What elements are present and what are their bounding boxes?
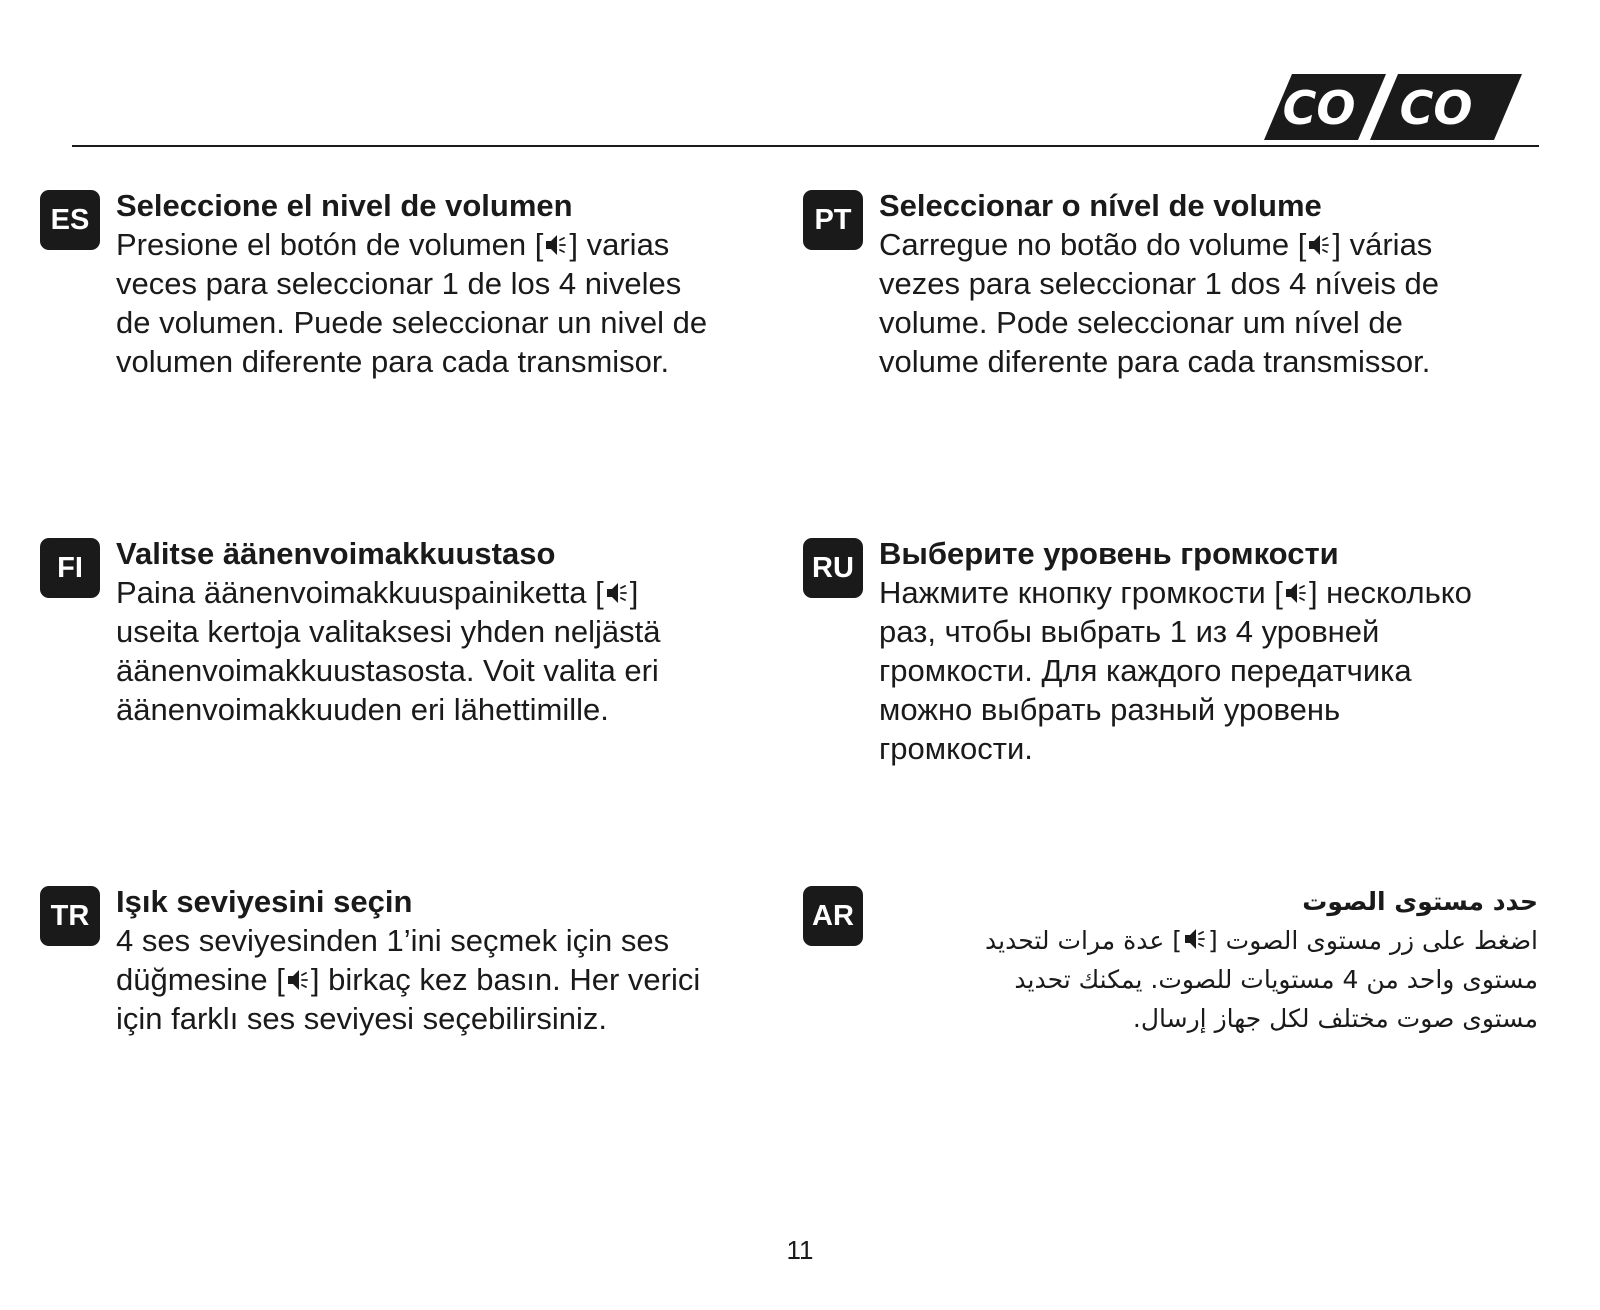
body-text: de volumen. Puede seleccionar un nivel de: [116, 305, 708, 340]
body-text: ] несколько: [1308, 575, 1472, 610]
section-body-es: [116, 225, 707, 381]
speaker-volume-icon: [544, 232, 568, 258]
body-text: äänenvoimakkuustasosta. Voit valita eri: [116, 653, 659, 688]
language-badge-pt: PT: [803, 190, 863, 250]
speaker-volume-icon: [1183, 926, 1207, 952]
language-badge-ar: AR: [803, 886, 863, 946]
section-body-fi: [116, 573, 661, 729]
body-line: [116, 612, 661, 651]
body-text: Нажмите кнопку громкости [: [879, 575, 1283, 610]
body-line: [116, 690, 661, 729]
section-title-ru: Выберите уровень громкости: [879, 536, 1339, 571]
body-text: ] varias: [569, 227, 670, 262]
body-line: [879, 651, 1472, 690]
section-body-tr: [116, 921, 700, 1038]
section-title-ar: حدد مستوى الصوت: [1302, 887, 1538, 916]
body-line: [116, 960, 700, 999]
body-line: [879, 342, 1439, 381]
body-text: useita kertoja valitaksesi yhden neljästä: [116, 614, 661, 649]
section-title-fi: Valitse äänenvoimakkuustaso: [116, 536, 556, 571]
body-text: ] عدة مرات لتحديد: [985, 926, 1182, 955]
body-text: Carregue no botão do volume [: [879, 227, 1307, 262]
body-line: [879, 960, 1538, 999]
body-text: volume. Pode seleccionar um nível de: [879, 305, 1403, 340]
speaker-volume-icon: [1284, 580, 1308, 606]
body-text: Presione el botón de volumen [: [116, 227, 544, 262]
body-text: громкости.: [879, 731, 1033, 766]
body-text: مستوى صوت مختلف لكل جهاز إرسال.: [1132, 1004, 1538, 1033]
body-line: [879, 690, 1472, 729]
header-divider: [72, 145, 1539, 147]
body-text: раз, чтобы выбрать 1 из 4 уровней: [879, 614, 1380, 649]
section-body-ar: [879, 921, 1538, 1038]
language-badge-ru: RU: [803, 538, 863, 598]
body-line: [879, 999, 1538, 1038]
body-text: اضغط على زر مستوى الصوت [: [1207, 926, 1538, 955]
logo-text-right: CO: [1399, 81, 1473, 135]
body-text: veces para seleccionar 1 de los 4 niveles: [116, 266, 682, 301]
body-text: Paina äänenvoimakkuuspainiketta [: [116, 575, 604, 610]
body-line: [116, 921, 700, 960]
body-line: [116, 999, 700, 1038]
body-line: [116, 651, 661, 690]
body-text: ]: [629, 575, 639, 610]
section-title-tr: Işık seviyesini seçin: [116, 884, 413, 919]
coco-logo: [1262, 72, 1524, 142]
page-number: 11: [786, 1235, 814, 1265]
speaker-volume-icon: [286, 967, 310, 993]
speaker-volume-icon: [1307, 232, 1331, 258]
body-text: ] várias: [1332, 227, 1433, 262]
logo-text-left: CO: [1282, 81, 1356, 135]
body-text: можно выбрать разный уровень: [879, 692, 1341, 727]
section-body-pt: [879, 225, 1439, 381]
body-line: [879, 225, 1439, 264]
body-text: volume diferente para cada transmissor.: [879, 344, 1431, 379]
section-title-es: Seleccione el nivel de volumen: [116, 188, 573, 223]
body-text: volumen diferente para cada transmisor.: [116, 344, 670, 379]
speaker-volume-icon: [605, 580, 629, 606]
body-text: مستوى واحد من 4 مستويات للصوت. يمكنك تحديد: [1014, 965, 1538, 994]
body-line: [116, 225, 707, 264]
body-text: 4 ses seviyesinden 1’ini seçmek için ses: [116, 923, 670, 958]
body-line: [879, 612, 1472, 651]
section-title-pt: Seleccionar o nível de volume: [879, 188, 1322, 223]
body-line: [116, 303, 707, 342]
body-text: için farklı ses seviyesi seçebilirsiniz.: [116, 1001, 607, 1036]
language-badge-fi: FI: [40, 538, 100, 598]
body-line: [879, 573, 1472, 612]
body-line: [879, 921, 1538, 960]
body-text: vezes para seleccionar 1 dos 4 níveis de: [879, 266, 1440, 301]
body-line: [879, 303, 1439, 342]
body-text: äänenvoimakkuuden eri lähettimille.: [116, 692, 609, 727]
body-line: [879, 729, 1472, 768]
body-line: [116, 264, 707, 303]
language-badge-tr: TR: [40, 886, 100, 946]
body-line: [116, 573, 661, 612]
language-badge-es: ES: [40, 190, 100, 250]
body-text: ] birkaç kez basın. Her verici: [310, 962, 701, 997]
body-line: [116, 342, 707, 381]
body-text: düğmesine [: [116, 962, 285, 997]
body-line: [879, 264, 1439, 303]
body-text: громкости. Для каждого передатчика: [879, 653, 1412, 688]
section-body-ru: [879, 573, 1472, 768]
